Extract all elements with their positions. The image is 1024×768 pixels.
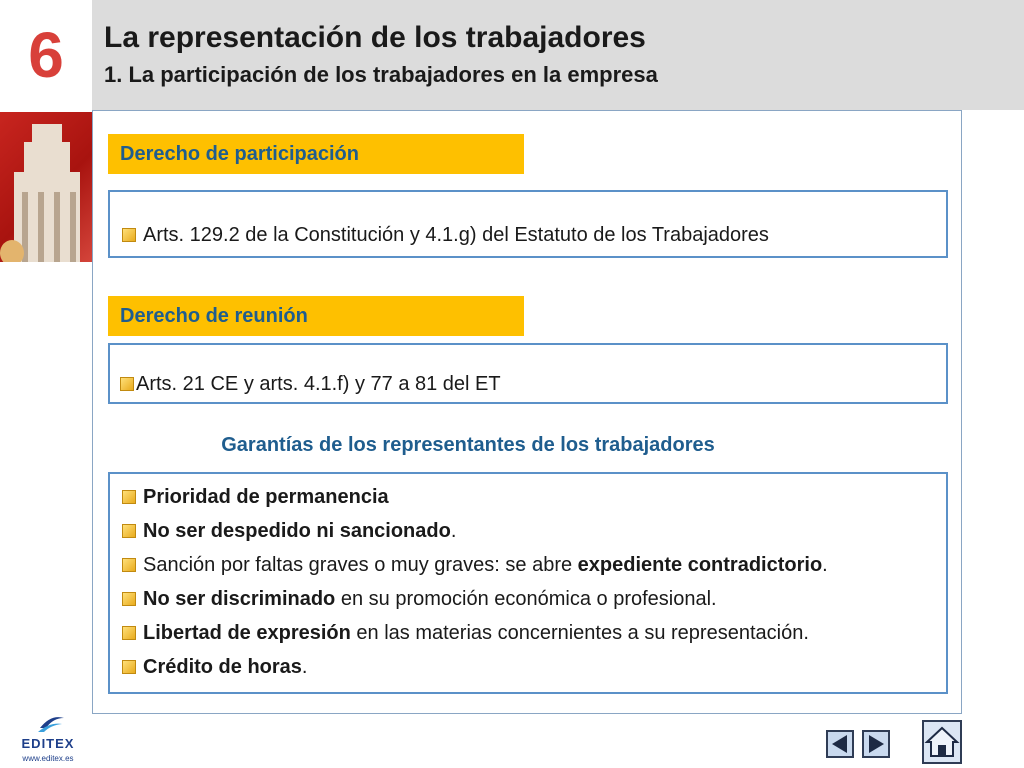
item-bold-text: Prioridad de permanencia bbox=[143, 486, 389, 508]
square-bullet-icon bbox=[122, 228, 136, 242]
home-icon bbox=[924, 722, 960, 762]
item-bold-text: expediente contradictorio bbox=[577, 554, 823, 576]
item-text: . bbox=[822, 554, 828, 576]
item-text: . bbox=[450, 520, 457, 542]
square-bullet-icon bbox=[122, 592, 136, 606]
triangle-right-icon bbox=[864, 732, 888, 756]
square-bullet-icon bbox=[122, 660, 136, 674]
item-bold-text: Libertad de expresión bbox=[143, 622, 351, 644]
item-bold-text: Crédito de horas bbox=[143, 656, 302, 678]
reunion-box bbox=[108, 343, 948, 404]
square-bullet-icon bbox=[120, 377, 134, 391]
list-item bbox=[122, 480, 934, 514]
triangle-left-icon bbox=[828, 732, 852, 756]
next-button[interactable] bbox=[862, 730, 890, 758]
list-item bbox=[122, 582, 934, 616]
page-title: La representación de los trabajadores bbox=[104, 21, 646, 54]
decorative-building-image bbox=[0, 112, 92, 262]
participacion-item-text: Arts. 129.2 de la Constitución y 4.1.g) del Estatuto de los Trabajadores bbox=[143, 224, 769, 246]
item-text: Sanción por faltas graves o muy graves: se abre bbox=[143, 554, 578, 576]
item-bold-text: No ser discriminado bbox=[143, 588, 336, 610]
guarantees-title: Garantías de los representantes de los trabajadores bbox=[221, 434, 715, 456]
list-item bbox=[122, 616, 934, 650]
previous-button[interactable] bbox=[826, 730, 854, 758]
list-item bbox=[122, 548, 934, 582]
item-bold-text: No ser despedido ni sancionado bbox=[143, 520, 451, 542]
section-title-reunion: Derecho de reunión bbox=[108, 296, 524, 336]
square-bullet-icon bbox=[122, 524, 136, 538]
home-button[interactable] bbox=[922, 720, 962, 764]
participacion-box bbox=[108, 190, 948, 258]
section-title-participacion: Derecho de participación bbox=[108, 134, 524, 174]
chapter-number: 6 bbox=[28, 19, 64, 91]
item-text: en las materias concernientes a su representación. bbox=[350, 622, 809, 644]
item-text: . bbox=[301, 656, 308, 678]
guarantees-box bbox=[108, 472, 948, 694]
list-item bbox=[122, 650, 934, 684]
list-item bbox=[120, 367, 936, 401]
logo-text: EDITEX bbox=[21, 736, 75, 751]
square-bullet-icon bbox=[122, 490, 136, 504]
item-text: en su promoción económica o profesional. bbox=[335, 588, 717, 610]
square-bullet-icon bbox=[122, 558, 136, 572]
editex-logo-mark-icon bbox=[36, 712, 66, 734]
page-subtitle: 1. La participación de los trabajadores en la empresa bbox=[104, 62, 658, 87]
list-item bbox=[122, 514, 934, 548]
editex-logo bbox=[16, 712, 80, 764]
list-item bbox=[122, 218, 934, 252]
reunion-item-text: Arts. 21 CE y arts. 4.1.f) y 77 a 81 del ET bbox=[136, 373, 501, 395]
square-bullet-icon bbox=[122, 626, 136, 640]
logo-url: www.editex.es bbox=[22, 754, 74, 763]
